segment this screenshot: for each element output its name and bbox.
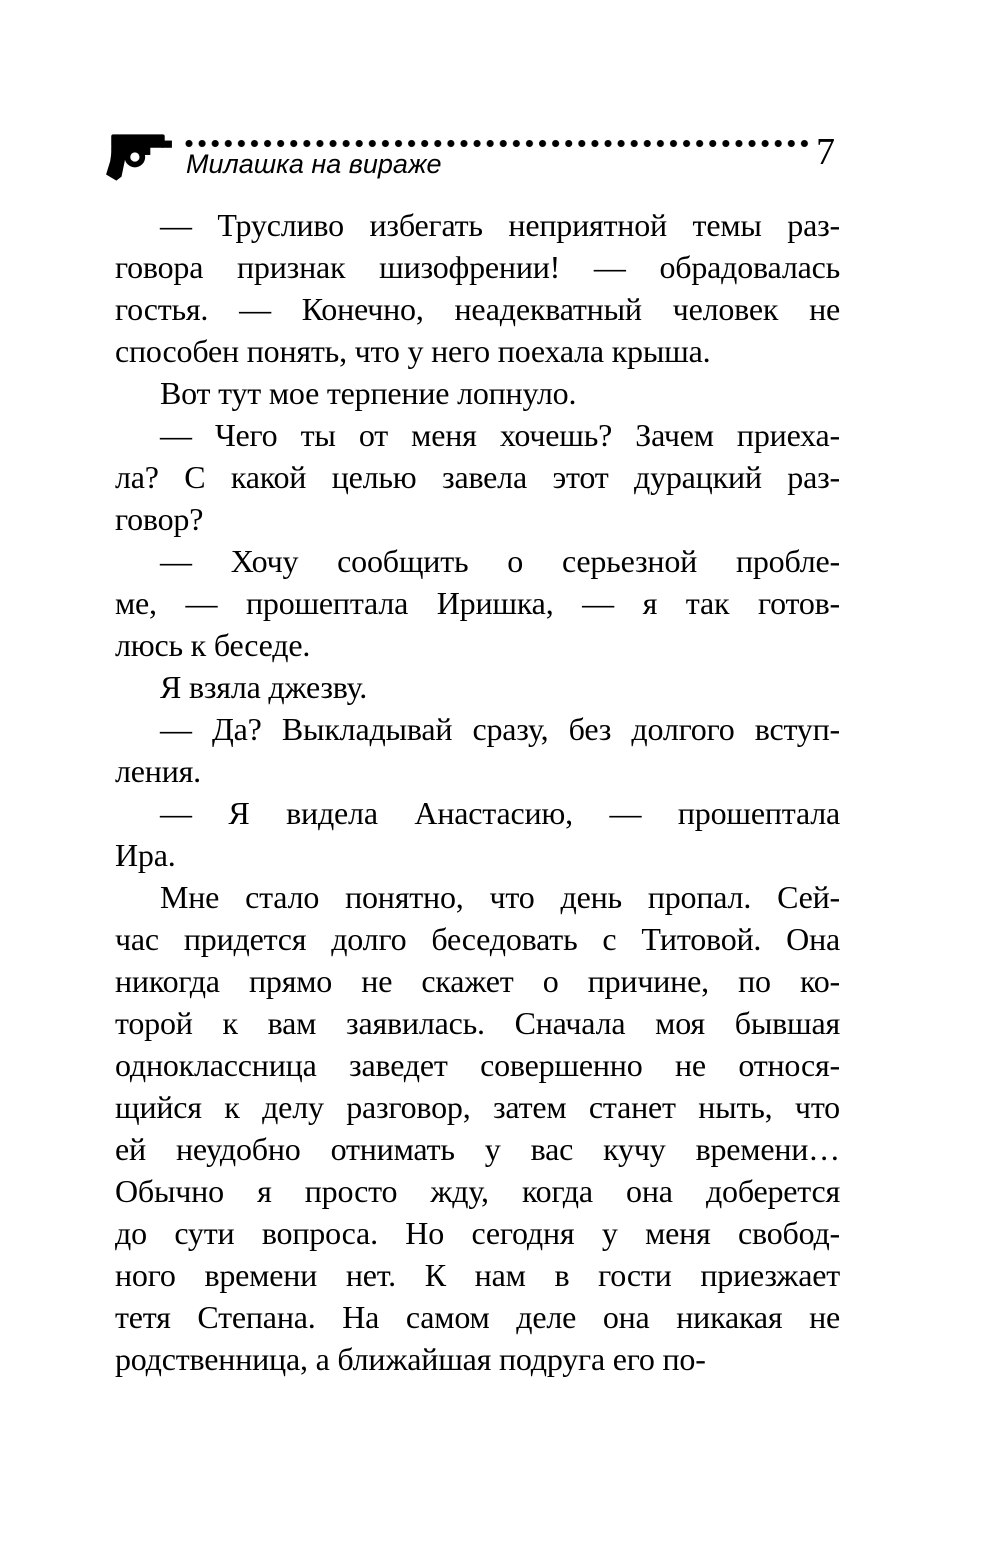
text-line: ла? С какой целью завела этот дурацкий раз-	[115, 459, 840, 495]
text-line: Вот тут мое терпение лопнуло.	[160, 375, 577, 411]
page-body	[115, 204, 840, 1380]
page-number: 7	[816, 131, 835, 173]
text-line: говора признак шизофрении! — обрадовалась	[115, 249, 840, 285]
text-line: тетя Степана. На самом деле она никакая не	[115, 1299, 840, 1335]
text-line: ного времени нет. К нам в гости приезжает	[115, 1257, 840, 1293]
text-line: гостья. — Конечно, неадекватный человек не	[115, 291, 840, 327]
text-line: торой к вам заявилась. Сначала моя бывшая	[115, 1005, 840, 1041]
text-line: — Я видела Анастасию, — прошептала	[160, 795, 840, 831]
text-line: говор?	[115, 501, 204, 537]
text-line: до сути вопроса. Но сегодня у меня свобод-	[115, 1215, 840, 1251]
text-line: ей неудобно отнимать у вас кучу времени…	[115, 1131, 840, 1167]
text-line: родственница, а ближайшая подруга его по-	[115, 1341, 706, 1377]
dot-leader-line	[185, 139, 814, 148]
text-line: одноклассница заведет совершенно не относя-	[115, 1047, 840, 1083]
text-line: никогда прямо не скажет о причине, по ко-	[115, 963, 840, 999]
text-line: ме, — прошептала Иришка, — я так готов-	[115, 585, 840, 621]
text-line: — Да? Выкладывай сразу, без долгого вступ-	[160, 711, 840, 747]
text-line: — Трусливо избегать неприятной темы раз-	[160, 207, 840, 243]
pistol-icon	[103, 129, 175, 183]
text-line: Обычно я просто жду, когда она доберется	[115, 1173, 840, 1209]
text-line: — Чего ты от меня хочешь? Зачем приеха-	[160, 417, 840, 453]
text-line: Ира.	[115, 837, 176, 873]
text-line: час придется долго беседовать с Титовой. Она	[115, 921, 840, 957]
text-line: Мне стало понятно, что день пропал. Сей-	[160, 879, 840, 915]
text-line: Я взяла джезву.	[160, 669, 368, 705]
text-line: — Хочу сообщить о серьезной пробле-	[160, 543, 840, 579]
text-line: ления.	[115, 753, 201, 789]
running-title: Милашка на вираже	[186, 149, 442, 179]
text-line: щийся к делу разговор, затем станет ныть, что	[115, 1089, 840, 1125]
text-line: люсь к беседе.	[115, 627, 311, 663]
text-line: способен понять, что у него поехала крыша.	[115, 333, 711, 369]
